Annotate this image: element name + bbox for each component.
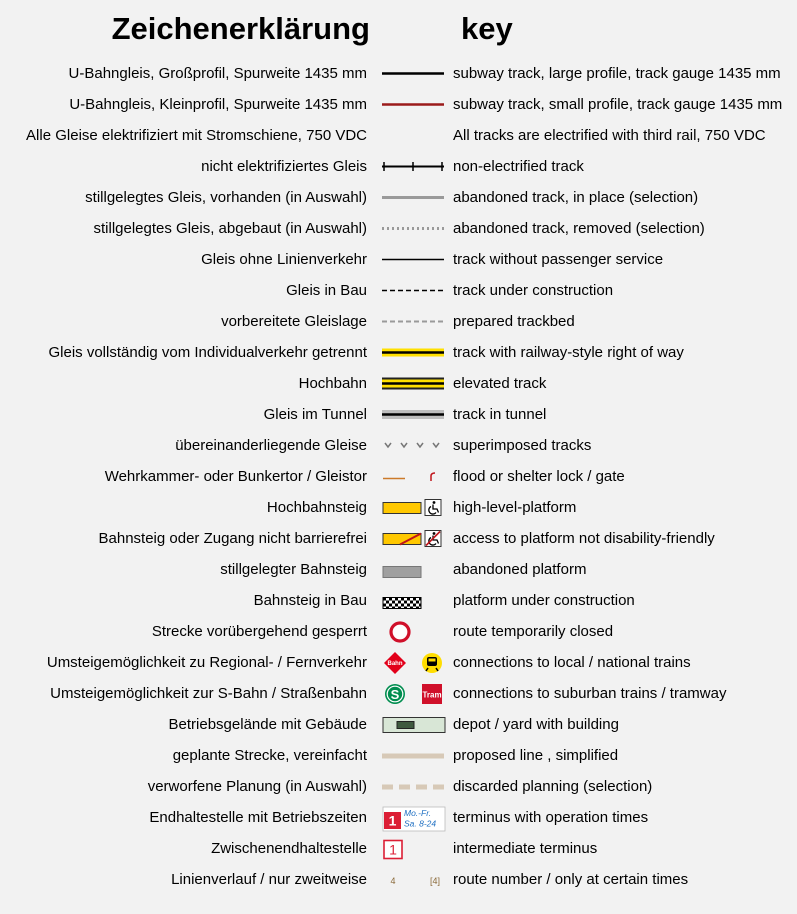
symbol-abandoned-platform <box>380 554 446 585</box>
label-en: abandoned platform <box>453 561 587 578</box>
svg-text:Bahn: Bahn <box>387 661 403 667</box>
symbol-black-thick-line <box>380 58 446 89</box>
legend-row-elevated <box>0 368 797 399</box>
label-en: connections to local / national trains <box>453 654 691 671</box>
symbol-black-dashed-line <box>380 275 446 306</box>
label-de: U-Bahngleis, Großprofil, Spurweite 1435 mm <box>68 65 367 82</box>
label-en: depot / yard with building <box>453 716 619 733</box>
label-en: abandoned track, removed (selection) <box>453 220 705 237</box>
label-en: discarded planning (selection) <box>453 778 653 795</box>
label-en: route number / only at certain times <box>453 871 689 888</box>
label-de: Hochbahnsteig <box>266 499 367 516</box>
legend-row-under-construction <box>0 275 797 306</box>
symbol-elevated-line <box>380 368 446 399</box>
legend-row-subway-large <box>0 58 797 89</box>
symbol-gray-line <box>380 182 446 213</box>
label-en: access to platform not disability-friendly <box>453 530 715 547</box>
symbol-yellow-casing-line <box>380 337 446 368</box>
symbol-black-thin-line <box>380 244 446 275</box>
legend-row-abandoned-platform <box>0 554 797 585</box>
label-de: verworfene Planung (in Auswahl) <box>147 778 367 795</box>
label-de: Hochbahn <box>298 375 367 392</box>
symbol-gray-dotted-line <box>380 213 446 244</box>
legend-row-route-number <box>0 864 797 895</box>
title-english: key <box>461 11 513 46</box>
label-en: non-electrified track <box>453 158 584 175</box>
legend-row-tunnel <box>0 399 797 430</box>
svg-text:Mo.-Fr.: Mo.-Fr. <box>404 808 432 818</box>
label-en: track under construction <box>453 282 614 299</box>
label-de: nicht elektrifiziertes Gleis <box>201 158 367 175</box>
label-de: vorbereitete Gleislage <box>221 313 367 330</box>
legend-row-route-closed <box>0 616 797 647</box>
label-en: elevated track <box>453 375 547 392</box>
label-de: Umsteigemöglichkeit zu Regional- / Fernverkehr <box>46 654 367 671</box>
label-de: Umsteigemöglichkeit zur S-Bahn / Straßenbahn <box>50 685 367 702</box>
legend-row-sbahn-tram <box>0 678 797 709</box>
label-de: Strecke vorübergehend gesperrt <box>151 623 367 640</box>
label-en: abandoned track, in place (selection) <box>453 189 699 206</box>
label-de: geplante Strecke, vereinfacht <box>172 747 367 764</box>
symbol-train-connections <box>380 647 446 678</box>
depot-icon <box>380 709 446 740</box>
legend-row-discarded-planning <box>0 771 797 802</box>
label-de: Gleis in Bau <box>286 282 367 299</box>
title-german: Zeichenerklärung <box>111 11 370 46</box>
legend-row-prepared-trackbed <box>0 306 797 337</box>
sbahn-logo-icon <box>385 684 405 704</box>
symbol-terminus <box>380 802 446 833</box>
symbol-high-platform <box>380 492 446 523</box>
label-de: Linienverlauf / nur zweitweise <box>171 871 367 888</box>
legend-row-high-platform <box>0 492 797 523</box>
legend-row-gate <box>0 461 797 492</box>
label-en: intermediate terminus <box>453 840 598 857</box>
label-en: high-level-platform <box>453 499 577 516</box>
label-de: Gleis ohne Linienverkehr <box>201 251 367 268</box>
legend-row-right-of-way <box>0 337 797 368</box>
legend-row-intermediate-terminus <box>0 833 797 864</box>
label-en: platform under construction <box>453 592 635 609</box>
symbol-darkred-thick-line <box>380 89 446 120</box>
legend-row-platform-construction <box>0 585 797 616</box>
national-train-icon <box>422 653 442 673</box>
svg-text:1: 1 <box>389 841 397 858</box>
label-en: All tracks are electrified with third rail, 750 VDC <box>453 127 766 144</box>
symbol-not-accessible-platform <box>380 523 446 554</box>
db-logo-icon <box>384 652 406 674</box>
tram-logo-icon <box>422 684 442 704</box>
legend-row-no-passenger-service <box>0 244 797 275</box>
symbol-sbahn-tram <box>380 678 446 709</box>
label-en: track with railway-style right of way <box>453 344 684 361</box>
symbol-intermediate-terminus <box>380 833 446 864</box>
legend-row-abandoned-removed <box>0 213 797 244</box>
closed-sign-icon <box>380 616 446 647</box>
label-de: Alle Gleise elektrifiziert mit Stromschiene, 750 VDC <box>26 127 367 144</box>
label-de: stillgelegtes Gleis, abgebaut (in Auswahl) <box>93 220 367 237</box>
svg-text:S: S <box>390 687 400 702</box>
legend-row-electrified <box>0 120 797 151</box>
symbol-gray-dashed-line <box>380 306 446 337</box>
label-de: Bahnsteig oder Zugang nicht barrierefrei <box>98 530 367 547</box>
label-de: Gleis im Tunnel <box>263 406 367 423</box>
label-de: stillgelegter Bahnsteig <box>220 561 367 578</box>
gate-icon <box>380 461 446 492</box>
label-de: Zwischenendhaltestelle <box>211 840 367 857</box>
legend-row-abandoned-in-place <box>0 182 797 213</box>
legend-row-depot <box>0 709 797 740</box>
label-de: stillgelegtes Gleis, vorhanden (in Auswahl) <box>85 189 367 206</box>
legend-row-not-accessible <box>0 523 797 554</box>
label-de: Betriebsgelände mit Gebäude <box>168 716 367 733</box>
label-en: subway track, large profile, track gauge 1435 mm <box>453 65 781 82</box>
label-de: übereinanderliegende Gleise <box>175 437 367 454</box>
svg-text:1: 1 <box>388 812 397 829</box>
symbol-tunnel-line <box>380 399 446 430</box>
label-en: track without passenger service <box>453 251 664 268</box>
label-en: flood or shelter lock / gate <box>453 468 625 485</box>
label-en: track in tunnel <box>453 406 547 423</box>
symbol-beige-dashed-line <box>380 771 446 802</box>
chevrons-icon <box>380 430 446 461</box>
legend-row-terminus <box>0 802 797 833</box>
label-en: connections to suburban trains / tramway <box>453 685 727 702</box>
symbol-checkered-platform <box>380 585 446 616</box>
label-en: superimposed tracks <box>453 437 592 454</box>
label-de: Wehrkammer- oder Bunkertor / Gleistor <box>104 468 367 485</box>
legend-row-non-electrified <box>0 151 797 182</box>
symbol-beige-line <box>380 740 446 771</box>
label-de: Bahnsteig in Bau <box>253 592 367 609</box>
legend-row-regional-trains <box>0 647 797 678</box>
svg-text:Tram: Tram <box>422 690 442 700</box>
svg-text:4: 4 <box>390 876 396 886</box>
label-en: proposed line , simplified <box>453 747 619 764</box>
legend-row-proposed-line <box>0 740 797 771</box>
label-de: Endhaltestelle mit Betriebszeiten <box>149 809 367 826</box>
label-de: Gleis vollständig vom Individualverkehr getrennt <box>48 344 367 361</box>
label-de: U-Bahngleis, Kleinprofil, Spurweite 1435 mm <box>69 96 367 113</box>
legend-row-superimposed <box>0 430 797 461</box>
symbol-route-number <box>380 864 446 895</box>
svg-text:[4]: [4] <box>429 876 441 886</box>
legend-row-subway-small <box>0 89 797 120</box>
svg-text:Sa. 8-24: Sa. 8-24 <box>404 818 437 829</box>
label-en: terminus with operation times <box>453 809 649 826</box>
label-en: prepared trackbed <box>453 313 575 330</box>
label-en: route temporarily closed <box>453 623 614 640</box>
symbol-ticked-line <box>380 151 446 182</box>
label-en: subway track, small profile, track gauge 1435 mm <box>453 96 783 113</box>
